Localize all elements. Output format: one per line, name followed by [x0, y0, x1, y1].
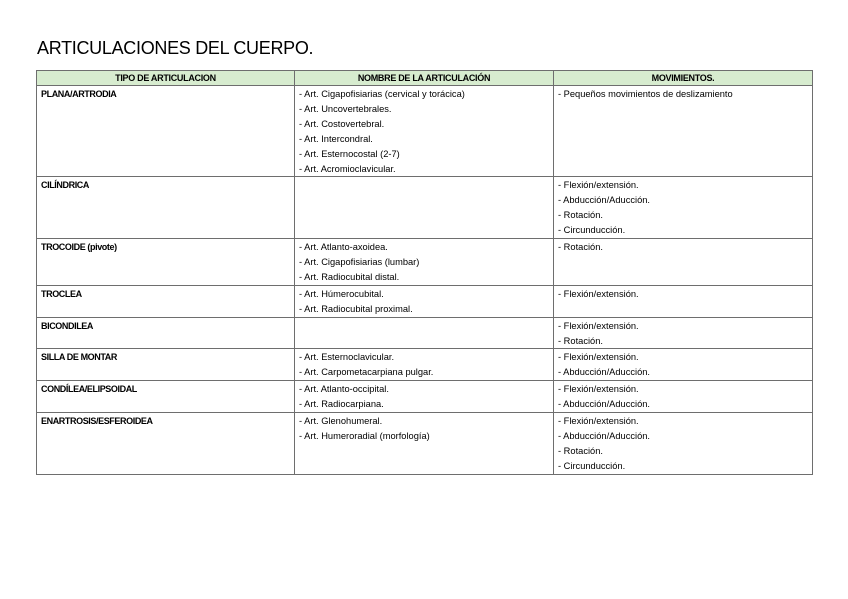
movements-cell: [554, 349, 813, 381]
joint-names-cell: [295, 177, 554, 239]
table-row: [37, 239, 813, 286]
table-row: [37, 317, 813, 349]
movement-item: - Abducción/Aducción.: [558, 367, 650, 378]
joint-names-cell: [295, 317, 554, 349]
joint-name-item: - Art. Atlanto-occipital.: [299, 384, 389, 395]
movements-cell: [554, 239, 813, 286]
movement-item: - Circunducción.: [558, 460, 626, 471]
joint-name-item: - Art. Atlanto-axoidea.: [299, 242, 388, 253]
table-row: [37, 285, 813, 317]
joint-name-item: - Art. Cigapofisiarias (lumbar): [299, 256, 420, 267]
joint-name-item: - Art. Uncovertebrales.: [299, 103, 392, 114]
joint-type-cell: CILÍNDRICA: [37, 177, 295, 239]
movement-item: - Flexión/extensión.: [558, 288, 639, 299]
joint-name-item: - Art. Glenohumeral.: [299, 416, 383, 427]
joint-name-item: - Art. Costovertebral.: [299, 118, 385, 129]
movement-item: - Rotación.: [558, 210, 603, 221]
joint-names-cell: [295, 86, 554, 177]
table-row: [37, 381, 813, 413]
movements-cell: [554, 317, 813, 349]
movements-cell: [554, 86, 813, 177]
joint-name-item: - Art. Humeroradial (morfología): [299, 430, 430, 441]
movement-item: - Flexión/extensión.: [558, 180, 639, 191]
joint-names-cell: [295, 285, 554, 317]
joint-name-item: - Art. Esternocostal (2-7): [299, 148, 400, 159]
joint-name-item: - Art. Carpometacarpiana pulgar.: [299, 367, 434, 378]
joint-type-cell: CONDÍLEA/ELIPSOIDAL: [37, 381, 295, 413]
movement-item: - Rotación.: [558, 242, 603, 253]
joint-name-item: - Art. Radiocubital proximal.: [299, 303, 413, 314]
joint-type-cell: SILLA DE MONTAR: [37, 349, 295, 381]
movement-item: - Abducción/Aducción.: [558, 195, 650, 206]
movement-item: - Rotación.: [558, 335, 603, 346]
movement-item: - Flexión/extensión.: [558, 384, 639, 395]
table-row: [37, 86, 813, 177]
joint-type-cell: BICONDILEA: [37, 317, 295, 349]
joint-names-cell: [295, 349, 554, 381]
movement-item: - Abducción/Aducción.: [558, 399, 650, 410]
header-joint-name: NOMBRE DE LA ARTICULACIÓN: [295, 71, 554, 86]
movement-item: - Rotación.: [558, 445, 603, 456]
movement-item: - Pequeños movimientos de deslizamiento: [558, 89, 733, 99]
movements-cell: [554, 381, 813, 413]
movements-cell: [554, 177, 813, 239]
joint-name-item: - Art. Acromioclavicular.: [299, 163, 396, 174]
joints-table: [36, 70, 813, 475]
movements-cell: [554, 413, 813, 475]
joint-type-cell: TROCLEA: [37, 285, 295, 317]
movement-item: - Abducción/Aducción.: [558, 430, 650, 441]
movements-cell: [554, 285, 813, 317]
movement-item: - Flexión/extensión.: [558, 352, 639, 363]
joint-name-item: - Art. Húmerocubital.: [299, 288, 384, 299]
joint-names-cell: [295, 381, 554, 413]
table-row: [37, 349, 813, 381]
joint-type-cell: TROCOIDE (pivote): [37, 239, 295, 286]
joint-names-cell: [295, 413, 554, 475]
movement-item: - Circunducción.: [558, 225, 626, 236]
header-movements: MOVIMIENTOS.: [554, 71, 813, 86]
table-header-row: [37, 71, 813, 86]
joint-type-cell: ENARTROSIS/ESFEROIDEA: [37, 413, 295, 475]
page-title: ARTICULACIONES DEL CUERPO.: [37, 38, 314, 58]
joint-names-cell: [295, 239, 554, 286]
table-row: [37, 413, 813, 475]
movement-item: - Flexión/extensión.: [558, 320, 639, 331]
table-row: [37, 177, 813, 239]
joint-name-item: - Art. Radiocarpiana.: [299, 399, 384, 410]
joint-name-item: - Art. Cigapofisiarias (cervical y torácica): [299, 89, 465, 99]
header-joint-type: TIPO DE ARTICULACION: [37, 71, 295, 86]
joint-type-cell: PLANA/ARTRODIA: [37, 86, 295, 177]
joint-name-item: - Art. Intercondral.: [299, 133, 373, 144]
table-body: [37, 86, 813, 475]
movement-item: - Flexión/extensión.: [558, 416, 639, 427]
joint-name-item: - Art. Esternoclavicular.: [299, 352, 395, 363]
joint-name-item: - Art. Radiocubital distal.: [299, 271, 400, 282]
